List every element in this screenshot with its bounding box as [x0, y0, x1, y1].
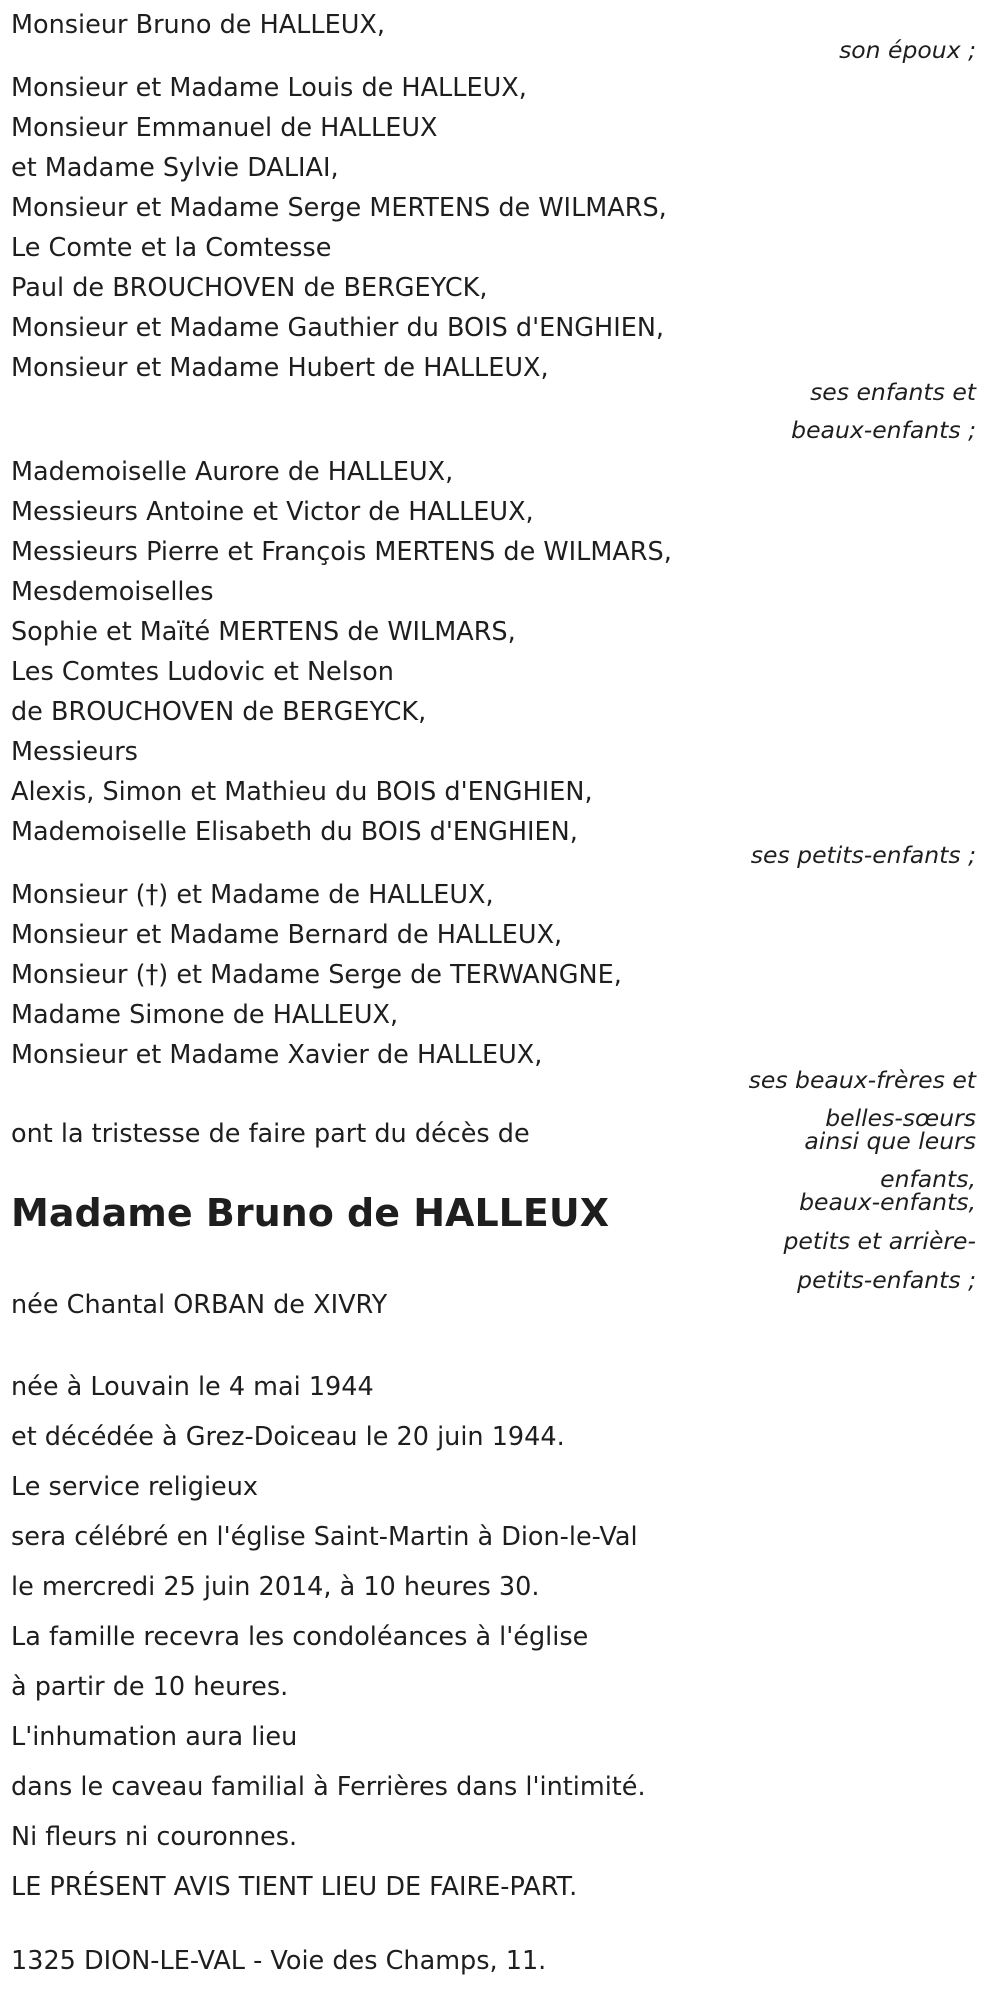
detail-line: LE PRÉSENT AVIS TIENT LIEU DE FAIRE-PART. — [11, 1872, 578, 1902]
in-laws-relation: enfants, — [880, 1165, 976, 1193]
grandchild-name: Les Comtes Ludovic et Nelson — [11, 657, 394, 687]
detail-line: et décédée à Grez-Doiceau le 20 juin 1944. — [11, 1422, 565, 1452]
in-law-name: Monsieur (†) et Madame Serge de TERWANGNE, — [11, 960, 622, 990]
in-laws-relation: petits et arrière- — [783, 1227, 976, 1255]
maiden-name: née Chantal ORBAN de XIVRY — [11, 1290, 388, 1320]
child-name: et Madame Sylvie DALIAI, — [11, 153, 339, 183]
child-name: Monsieur Emmanuel de HALLEUX — [11, 113, 438, 143]
in-law-name: Monsieur et Madame Xavier de HALLEUX, — [11, 1040, 543, 1070]
detail-line: à partir de 10 heures. — [11, 1672, 289, 1702]
spouse-name: Monsieur Bruno de HALLEUX, — [11, 10, 385, 40]
detail-line: La famille recevra les condoléances à l'église — [11, 1622, 589, 1652]
deceased-name: Madame Bruno de HALLEUX — [11, 1191, 609, 1235]
detail-line: le mercredi 25 juin 2014, à 10 heures 30. — [11, 1572, 540, 1602]
detail-line: Le service religieux — [11, 1472, 258, 1502]
in-law-name: Madame Simone de HALLEUX, — [11, 1000, 399, 1030]
children-relation: beaux-enfants ; — [791, 416, 976, 444]
child-name: Monsieur et Madame Gauthier du BOIS d'ENGHIEN, — [11, 313, 665, 343]
in-laws-relation: ses beaux-frères et — [748, 1066, 976, 1094]
grandchild-name: Messieurs — [11, 737, 138, 767]
announcement: ont la tristesse de faire part du décès de — [11, 1119, 530, 1149]
grandchild-name: Mesdemoiselles — [11, 577, 214, 607]
address: 1325 DION-LE-VAL - Voie des Champs, 11. — [11, 1946, 547, 1976]
child-name: Le Comte et la Comtesse — [11, 233, 332, 263]
in-law-name: Monsieur (†) et Madame de HALLEUX, — [11, 880, 494, 910]
grandchild-name: Mademoiselle Aurore de HALLEUX, — [11, 457, 454, 487]
grandchild-name: Alexis, Simon et Mathieu du BOIS d'ENGHIEN, — [11, 777, 593, 807]
detail-line: dans le caveau familial à Ferrières dans l'intimité. — [11, 1772, 646, 1802]
grandchild-name: Messieurs Pierre et François MERTENS de WILMARS, — [11, 537, 672, 567]
child-name: Monsieur et Madame Hubert de HALLEUX, — [11, 353, 549, 383]
grandchild-name: Messieurs Antoine et Victor de HALLEUX, — [11, 497, 534, 527]
detail-line: Ni fleurs ni couronnes. — [11, 1822, 298, 1852]
in-laws-relation: belles-sœurs — [825, 1104, 976, 1132]
detail-line: sera célébré en l'église Saint-Martin à Dion-le-Val — [11, 1522, 638, 1552]
in-laws-relation: petits-enfants ; — [797, 1266, 976, 1294]
child-name: Paul de BROUCHOVEN de BERGEYCK, — [11, 273, 488, 303]
spouse-relation: son époux ; — [839, 36, 976, 64]
grandchild-name: de BROUCHOVEN de BERGEYCK, — [11, 697, 427, 727]
detail-line: née à Louvain le 4 mai 1944 — [11, 1372, 374, 1402]
child-name: Monsieur et Madame Serge MERTENS de WILMARS, — [11, 193, 667, 223]
in-law-name: Monsieur et Madame Bernard de HALLEUX, — [11, 920, 563, 950]
grandchild-name: Sophie et Maïté MERTENS de WILMARS, — [11, 617, 516, 647]
grandchildren-relation: ses petits-enfants ; — [750, 841, 976, 869]
detail-line: L'inhumation aura lieu — [11, 1722, 298, 1752]
child-name: Monsieur et Madame Louis de HALLEUX, — [11, 73, 527, 103]
in-laws-relation: beaux-enfants, — [799, 1188, 976, 1216]
grandchild-name: Mademoiselle Elisabeth du BOIS d'ENGHIEN, — [11, 817, 578, 847]
in-laws-relation: ainsi que leurs — [804, 1127, 976, 1155]
children-relation: ses enfants et — [810, 378, 976, 406]
